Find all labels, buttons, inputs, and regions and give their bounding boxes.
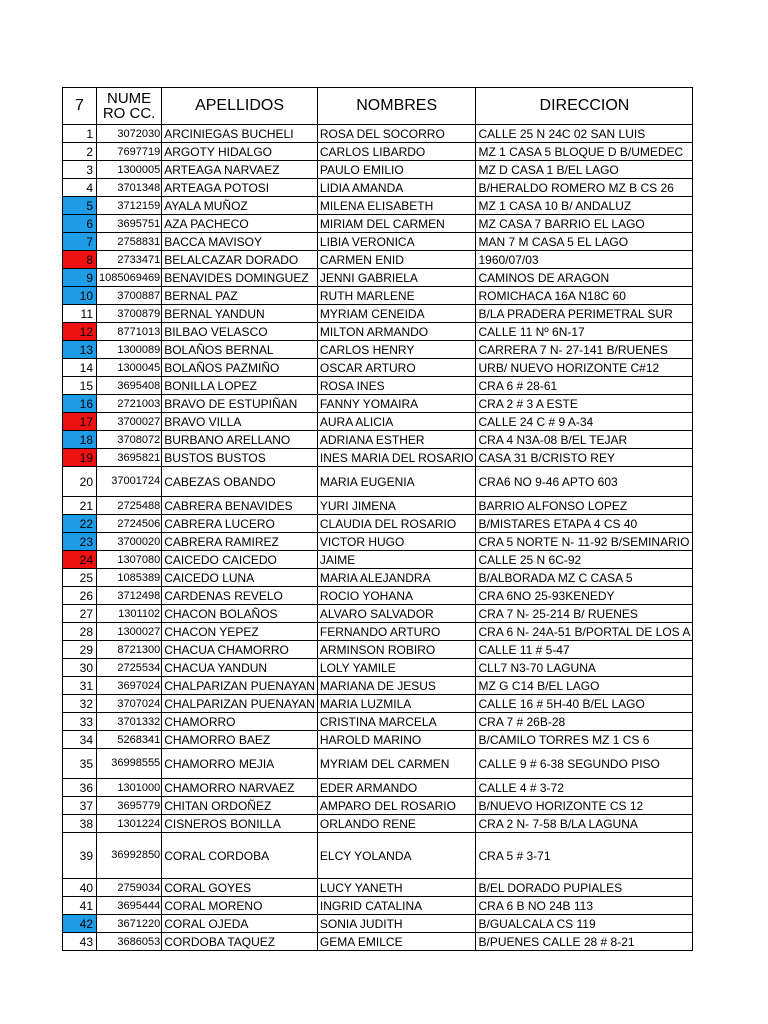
table-row: [63, 515, 693, 533]
direccion-cell[interactable]: B/HERALDO ROMERO MZ B CS 26: [476, 179, 693, 197]
direccion-cell[interactable]: CALLE 11 Nº 6N-17: [476, 323, 693, 341]
row-number-cell[interactable]: 39: [63, 833, 97, 879]
row-number-cell[interactable]: 3: [63, 161, 97, 179]
apellidos-cell[interactable]: CAICEDO LUNA: [162, 569, 318, 587]
table-row: [63, 605, 693, 623]
nombres-cell[interactable]: JAIME: [317, 551, 476, 569]
apellidos-cell[interactable]: ARCINIEGAS BUCHELI: [162, 125, 318, 143]
nombres-cell[interactable]: LUCY YANETH: [317, 879, 476, 897]
nombres-cell[interactable]: EDER ARMANDO: [317, 779, 476, 797]
apellidos-cell[interactable]: CHACON BOLAÑOS: [162, 605, 318, 623]
table-row: [63, 359, 693, 377]
table-row: [63, 467, 693, 497]
table-row: [63, 179, 693, 197]
id-number-cell[interactable]: 3695444: [97, 897, 162, 915]
row-number-cell[interactable]: 1: [63, 125, 97, 143]
direccion-cell[interactable]: ROMICHACA 16A N18C 60: [476, 287, 693, 305]
row-number-cell[interactable]: 28: [63, 623, 97, 641]
apellidos-cell[interactable]: BENAVIDES DOMINGUEZ: [162, 269, 318, 287]
nombres-cell[interactable]: PAULO EMILIO: [317, 161, 476, 179]
direccion-cell[interactable]: MZ D CASA 1 B/EL LAGO: [476, 161, 693, 179]
row-number-cell[interactable]: 37: [63, 797, 97, 815]
table-row: [63, 377, 693, 395]
id-number-cell[interactable]: 3686053: [97, 933, 162, 951]
table-row: [63, 731, 693, 749]
direccion-cell[interactable]: CRA 5 # 3-71: [476, 833, 693, 879]
id-number-cell[interactable]: 2725488: [97, 497, 162, 515]
table-row: [63, 623, 693, 641]
nombres-cell[interactable]: VICTOR HUGO: [317, 533, 476, 551]
row-number-cell[interactable]: 13: [63, 341, 97, 359]
apellidos-cell[interactable]: BERNAL PAZ: [162, 287, 318, 305]
nombres-cell[interactable]: INES MARIA DEL ROSARIO: [317, 449, 476, 467]
row-number-cell[interactable]: 21: [63, 497, 97, 515]
nombres-cell[interactable]: MARIANA DE JESUS: [317, 677, 476, 695]
header-nombres[interactable]: NOMBRES: [317, 88, 476, 125]
nombres-cell[interactable]: MIRIAM DEL CARMEN: [317, 215, 476, 233]
id-number-cell[interactable]: 3700027: [97, 413, 162, 431]
id-number-cell[interactable]: 2724506: [97, 515, 162, 533]
apellidos-cell[interactable]: CORAL OJEDA: [162, 915, 318, 933]
row-number-cell[interactable]: 30: [63, 659, 97, 677]
apellidos-cell[interactable]: CARDENAS REVELO: [162, 587, 318, 605]
id-number-cell[interactable]: 3712159: [97, 197, 162, 215]
table-row: [63, 215, 693, 233]
row-number-cell[interactable]: 38: [63, 815, 97, 833]
id-number-cell[interactable]: 2758831: [97, 233, 162, 251]
id-number-cell[interactable]: 1085069469: [97, 269, 162, 287]
table-row: [63, 569, 693, 587]
id-number-cell[interactable]: 1301102: [97, 605, 162, 623]
row-number-cell[interactable]: 16: [63, 395, 97, 413]
row-number-cell[interactable]: 33: [63, 713, 97, 731]
nombres-cell[interactable]: ALVARO SALVADOR: [317, 605, 476, 623]
direccion-cell[interactable]: CRA 7 # 26B-28: [476, 713, 693, 731]
table-row: [63, 251, 693, 269]
apellidos-cell[interactable]: BILBAO VELASCO: [162, 323, 318, 341]
table-row: [63, 677, 693, 695]
id-number-cell[interactable]: 7697719: [97, 143, 162, 161]
direccion-cell[interactable]: URB/ NUEVO HORIZONTE C#12: [476, 359, 693, 377]
id-number-cell[interactable]: 1300089: [97, 341, 162, 359]
direccion-cell[interactable]: B/PUENES CALLE 28 # 8-21: [476, 933, 693, 951]
apellidos-cell[interactable]: BACCA MAVISOY: [162, 233, 318, 251]
table-row: [63, 233, 693, 251]
nombres-cell[interactable]: AMPARO DEL ROSARIO: [317, 797, 476, 815]
nombres-cell[interactable]: MILENA ELISABETH: [317, 197, 476, 215]
direccion-cell[interactable]: CALLE 16 # 5H-40 B/EL LAGO: [476, 695, 693, 713]
apellidos-cell[interactable]: BUSTOS BUSTOS: [162, 449, 318, 467]
nombres-cell[interactable]: MILTON ARMANDO: [317, 323, 476, 341]
row-number-cell[interactable]: 2: [63, 143, 97, 161]
direccion-cell[interactable]: CRA 7 N- 25-214 B/ RUENES: [476, 605, 693, 623]
direccion-cell[interactable]: CAMINOS DE ARAGON: [476, 269, 693, 287]
table-row: [63, 897, 693, 915]
nombres-cell[interactable]: SONIA JUDITH: [317, 915, 476, 933]
table-row: [63, 161, 693, 179]
row-number-cell[interactable]: 19: [63, 449, 97, 467]
id-number-cell[interactable]: 5268341: [97, 731, 162, 749]
row-number-cell[interactable]: 10: [63, 287, 97, 305]
table-row: [63, 125, 693, 143]
apellidos-cell[interactable]: CHACUA YANDUN: [162, 659, 318, 677]
table-row: [63, 551, 693, 569]
row-number-cell[interactable]: 29: [63, 641, 97, 659]
table-row: [63, 833, 693, 879]
id-number-cell[interactable]: 8721300: [97, 641, 162, 659]
id-number-cell[interactable]: 3701332: [97, 713, 162, 731]
apellidos-cell[interactable]: BRAVO VILLA: [162, 413, 318, 431]
table-row: [63, 497, 693, 515]
direccion-cell[interactable]: 1960/07/03: [476, 251, 693, 269]
direccion-cell[interactable]: CALLE 11 # 5-47: [476, 641, 693, 659]
row-number-cell[interactable]: 26: [63, 587, 97, 605]
apellidos-cell[interactable]: CHAMORRO NARVAEZ: [162, 779, 318, 797]
apellidos-cell[interactable]: CHAMORRO BAEZ: [162, 731, 318, 749]
direccion-cell[interactable]: B/ALBORADA MZ C CASA 5: [476, 569, 693, 587]
nombres-cell[interactable]: ROSA DEL SOCORRO: [317, 125, 476, 143]
id-number-cell[interactable]: 3695779: [97, 797, 162, 815]
apellidos-cell[interactable]: CHALPARIZAN PUENAYAN: [162, 695, 318, 713]
row-number-cell[interactable]: 17: [63, 413, 97, 431]
nombres-cell[interactable]: MARIA ALEJANDRA: [317, 569, 476, 587]
table-row: [63, 933, 693, 951]
apellidos-cell[interactable]: CAICEDO CAICEDO: [162, 551, 318, 569]
row-number-cell[interactable]: 32: [63, 695, 97, 713]
row-number-cell[interactable]: 43: [63, 933, 97, 951]
row-number-cell[interactable]: 34: [63, 731, 97, 749]
row-number-cell[interactable]: 42: [63, 915, 97, 933]
apellidos-cell[interactable]: BOLAÑOS BERNAL: [162, 341, 318, 359]
table-row: [63, 695, 693, 713]
nombres-cell[interactable]: LIBIA VERONICA: [317, 233, 476, 251]
row-number-cell[interactable]: 7: [63, 233, 97, 251]
direccion-cell[interactable]: CALLE 25 N 6C-92: [476, 551, 693, 569]
id-number-cell[interactable]: 1301224: [97, 815, 162, 833]
apellidos-cell[interactable]: BURBANO ARELLANO: [162, 431, 318, 449]
id-number-cell[interactable]: 2733471: [97, 251, 162, 269]
direccion-cell[interactable]: MZ CASA 7 BARRIO EL LAGO: [476, 215, 693, 233]
id-number-cell[interactable]: 3712498: [97, 587, 162, 605]
id-number-cell[interactable]: 3700887: [97, 287, 162, 305]
apellidos-cell[interactable]: CHACUA CHAMORRO: [162, 641, 318, 659]
nombres-cell[interactable]: ROSA INES: [317, 377, 476, 395]
table-row: [63, 431, 693, 449]
id-number-cell[interactable]: 3707024: [97, 695, 162, 713]
direccion-cell[interactable]: CRA 6 B NO 24B 113: [476, 897, 693, 915]
row-number-cell[interactable]: 31: [63, 677, 97, 695]
row-number-cell[interactable]: 8: [63, 251, 97, 269]
id-number-cell[interactable]: 2759034: [97, 879, 162, 897]
direccion-cell[interactable]: B/MISTARES ETAPA 4 CS 40: [476, 515, 693, 533]
row-number-cell[interactable]: 36: [63, 779, 97, 797]
table-row: [63, 287, 693, 305]
id-number-cell[interactable]: 36992850: [97, 833, 162, 879]
apellidos-cell[interactable]: CABRERA BENAVIDES: [162, 497, 318, 515]
direccion-cell[interactable]: B/EL DORADO PUPIALES: [476, 879, 693, 897]
direccion-cell[interactable]: B/CAMILO TORRES MZ 1 CS 6: [476, 731, 693, 749]
nombres-cell[interactable]: FERNANDO ARTURO: [317, 623, 476, 641]
apellidos-cell[interactable]: ARTEAGA NARVAEZ: [162, 161, 318, 179]
id-number-cell[interactable]: 36998555: [97, 749, 162, 779]
direccion-cell[interactable]: CALLE 24 C # 9 A-34: [476, 413, 693, 431]
apellidos-cell[interactable]: BRAVO DE ESTUPIÑAN: [162, 395, 318, 413]
header-row: [63, 88, 693, 125]
nombres-cell[interactable]: CLAUDIA DEL ROSARIO: [317, 515, 476, 533]
nombres-cell[interactable]: GEMA EMILCE: [317, 933, 476, 951]
direccion-cell[interactable]: CRA 2 # 3 A ESTE: [476, 395, 693, 413]
apellidos-cell[interactable]: CHALPARIZAN PUENAYAN: [162, 677, 318, 695]
row-number-cell[interactable]: 40: [63, 879, 97, 897]
table-row: [63, 659, 693, 677]
nombres-cell[interactable]: LOLY YAMILE: [317, 659, 476, 677]
direccion-cell[interactable]: CALLE 25 N 24C 02 SAN LUIS: [476, 125, 693, 143]
nombres-cell[interactable]: LIDIA AMANDA: [317, 179, 476, 197]
nombres-cell[interactable]: MYRIAM CENEIDA: [317, 305, 476, 323]
id-number-cell[interactable]: 3695821: [97, 449, 162, 467]
nombres-cell[interactable]: INGRID CATALINA: [317, 897, 476, 915]
direccion-cell[interactable]: CASA 31 B/CRISTO REY: [476, 449, 693, 467]
table-row: [63, 749, 693, 779]
row-number-cell[interactable]: 41: [63, 897, 97, 915]
table-row: [63, 305, 693, 323]
id-number-cell[interactable]: 8771013: [97, 323, 162, 341]
row-number-cell[interactable]: 25: [63, 569, 97, 587]
table-row: [63, 533, 693, 551]
direccion-cell[interactable]: CRA 5 NORTE N- 11-92 B/SEMINARIO: [476, 533, 693, 551]
id-number-cell[interactable]: 3695408: [97, 377, 162, 395]
id-number-cell[interactable]: 2721003: [97, 395, 162, 413]
row-number-cell[interactable]: 23: [63, 533, 97, 551]
nombres-cell[interactable]: MARIA EUGENIA: [317, 467, 476, 497]
table-row: [63, 815, 693, 833]
table-row: [63, 915, 693, 933]
nombres-cell[interactable]: AURA ALICIA: [317, 413, 476, 431]
nombres-cell[interactable]: CARLOS LIBARDO: [317, 143, 476, 161]
table-row: [63, 341, 693, 359]
row-number-cell[interactable]: 5: [63, 197, 97, 215]
apellidos-cell[interactable]: CHITAN ORDOÑEZ: [162, 797, 318, 815]
direccion-cell[interactable]: MZ 1 CASA 5 BLOQUE D B/UMEDEC: [476, 143, 693, 161]
nombres-cell[interactable]: CRISTINA MARCELA: [317, 713, 476, 731]
table-row: [63, 449, 693, 467]
id-number-cell[interactable]: 2725534: [97, 659, 162, 677]
id-number-cell[interactable]: 1307080: [97, 551, 162, 569]
table-row: [63, 395, 693, 413]
direccion-cell[interactable]: MZ G C14 B/EL LAGO: [476, 677, 693, 695]
apellidos-cell[interactable]: CABRERA RAMIREZ: [162, 533, 318, 551]
apellidos-cell[interactable]: CORAL CORDOBA: [162, 833, 318, 879]
direccion-cell[interactable]: CRA 6 # 28-61: [476, 377, 693, 395]
row-number-cell[interactable]: 14: [63, 359, 97, 377]
table-row: [63, 641, 693, 659]
apellidos-cell[interactable]: BELALCAZAR DORADO: [162, 251, 318, 269]
nombres-cell[interactable]: FANNY YOMAIRA: [317, 395, 476, 413]
nombres-cell[interactable]: HAROLD MARINO: [317, 731, 476, 749]
nombres-cell[interactable]: CARMEN ENID: [317, 251, 476, 269]
direccion-cell[interactable]: BARRIO ALFONSO LOPEZ: [476, 497, 693, 515]
id-number-cell[interactable]: 3697024: [97, 677, 162, 695]
nombres-cell[interactable]: RUTH MARLENE: [317, 287, 476, 305]
nombres-cell[interactable]: ARMINSON ROBIRO: [317, 641, 476, 659]
table-row: [63, 587, 693, 605]
row-number-cell[interactable]: 4: [63, 179, 97, 197]
apellidos-cell[interactable]: CORAL GOYES: [162, 879, 318, 897]
apellidos-cell[interactable]: CABRERA LUCERO: [162, 515, 318, 533]
id-number-cell[interactable]: 1301000: [97, 779, 162, 797]
apellidos-cell[interactable]: CORDOBA TAQUEZ: [162, 933, 318, 951]
nombres-cell[interactable]: ROCIO YOHANA: [317, 587, 476, 605]
row-number-cell[interactable]: 35: [63, 749, 97, 779]
id-number-cell[interactable]: 1300045: [97, 359, 162, 377]
table-row: [63, 413, 693, 431]
apellidos-cell[interactable]: CABEZAS OBANDO: [162, 467, 318, 497]
apellidos-cell[interactable]: CISNEROS BONILLA: [162, 815, 318, 833]
nombres-cell[interactable]: OSCAR ARTURO: [317, 359, 476, 377]
apellidos-cell[interactable]: AZA PACHECO: [162, 215, 318, 233]
nombres-cell[interactable]: YURI JIMENA: [317, 497, 476, 515]
table-row: [63, 797, 693, 815]
apellidos-cell[interactable]: CHACON YEPEZ: [162, 623, 318, 641]
nombres-cell[interactable]: ELCY YOLANDA: [317, 833, 476, 879]
id-number-cell[interactable]: 3708072: [97, 431, 162, 449]
direccion-cell[interactable]: CRA6 NO 9-46 APTO 603: [476, 467, 693, 497]
direccion-cell[interactable]: CRA 6 N- 24A-51 B/PORTAL DE LOS A: [476, 623, 693, 641]
direccion-cell[interactable]: CARRERA 7 N- 27-141 B/RUENES: [476, 341, 693, 359]
direccion-cell[interactable]: CALLE 9 # 6-38 SEGUNDO PISO: [476, 749, 693, 779]
id-number-cell[interactable]: 1085389: [97, 569, 162, 587]
id-number-cell[interactable]: 3700020: [97, 533, 162, 551]
table-row: [63, 713, 693, 731]
apellidos-cell[interactable]: ARTEAGA POTOSI: [162, 179, 318, 197]
apellidos-cell[interactable]: CORAL MORENO: [162, 897, 318, 915]
row-number-cell[interactable]: 11: [63, 305, 97, 323]
nombres-cell[interactable]: MARIA LUZMILA: [317, 695, 476, 713]
id-number-cell[interactable]: 3695751: [97, 215, 162, 233]
apellidos-cell[interactable]: BOLAÑOS PAZMIÑO: [162, 359, 318, 377]
id-number-cell[interactable]: 3671220: [97, 915, 162, 933]
row-number-cell[interactable]: 15: [63, 377, 97, 395]
table-row: [63, 197, 693, 215]
direccion-cell[interactable]: B/LA PRADERA PERIMETRAL SUR: [476, 305, 693, 323]
apellidos-cell[interactable]: ARGOTY HIDALGO: [162, 143, 318, 161]
spreadsheet-table: [62, 87, 693, 951]
table-row: [63, 323, 693, 341]
direccion-cell[interactable]: CRA 4 N3A-08 B/EL TEJAR: [476, 431, 693, 449]
direccion-cell[interactable]: CRA 6NO 25-93KENEDY: [476, 587, 693, 605]
id-number-cell[interactable]: 3701348: [97, 179, 162, 197]
header-direccion[interactable]: DIRECCION: [476, 88, 693, 125]
row-number-cell[interactable]: 27: [63, 605, 97, 623]
direccion-cell[interactable]: MAN 7 M CASA 5 EL LAGO: [476, 233, 693, 251]
table-row: [63, 143, 693, 161]
row-number-cell[interactable]: 12: [63, 323, 97, 341]
direccion-cell[interactable]: CRA 2 N- 7-58 B/LA LAGUNA: [476, 815, 693, 833]
id-number-cell[interactable]: 3072030: [97, 125, 162, 143]
apellidos-cell[interactable]: CHAMORRO MEJIA: [162, 749, 318, 779]
row-number-cell[interactable]: 24: [63, 551, 97, 569]
apellidos-cell[interactable]: BERNAL YANDUN: [162, 305, 318, 323]
table-row: [63, 269, 693, 287]
header-id-number[interactable]: NUME RO CC.: [97, 88, 162, 125]
header-index[interactable]: 7: [63, 88, 97, 125]
row-number-cell[interactable]: 9: [63, 269, 97, 287]
row-number-cell[interactable]: 20: [63, 467, 97, 497]
nombres-cell[interactable]: CARLOS HENRY: [317, 341, 476, 359]
apellidos-cell[interactable]: CHAMORRO: [162, 713, 318, 731]
nombres-cell[interactable]: JENNI GABRIELA: [317, 269, 476, 287]
apellidos-cell[interactable]: BONILLA LOPEZ: [162, 377, 318, 395]
table-row: [63, 779, 693, 797]
table-row: [63, 879, 693, 897]
id-number-cell[interactable]: 1300005: [97, 161, 162, 179]
id-number-cell[interactable]: 37001724: [97, 467, 162, 497]
nombres-cell[interactable]: ADRIANA ESTHER: [317, 431, 476, 449]
direccion-cell[interactable]: MZ 1 CASA 10 B/ ANDALUZ: [476, 197, 693, 215]
row-number-cell[interactable]: 22: [63, 515, 97, 533]
row-number-cell[interactable]: 18: [63, 431, 97, 449]
direccion-cell[interactable]: CALLE 4 # 3-72: [476, 779, 693, 797]
direccion-cell[interactable]: CLL7 N3-70 LAGUNA: [476, 659, 693, 677]
direccion-cell[interactable]: B/NUEVO HORIZONTE CS 12: [476, 797, 693, 815]
header-apellidos[interactable]: APELLIDOS: [162, 88, 318, 125]
nombres-cell[interactable]: MYRIAM DEL CARMEN: [317, 749, 476, 779]
id-number-cell[interactable]: 3700879: [97, 305, 162, 323]
direccion-cell[interactable]: B/GUALCALA CS 119: [476, 915, 693, 933]
table-body: [63, 125, 693, 951]
row-number-cell[interactable]: 6: [63, 215, 97, 233]
nombres-cell[interactable]: ORLANDO RENE: [317, 815, 476, 833]
id-number-cell[interactable]: 1300027: [97, 623, 162, 641]
apellidos-cell[interactable]: AYALA MUÑOZ: [162, 197, 318, 215]
